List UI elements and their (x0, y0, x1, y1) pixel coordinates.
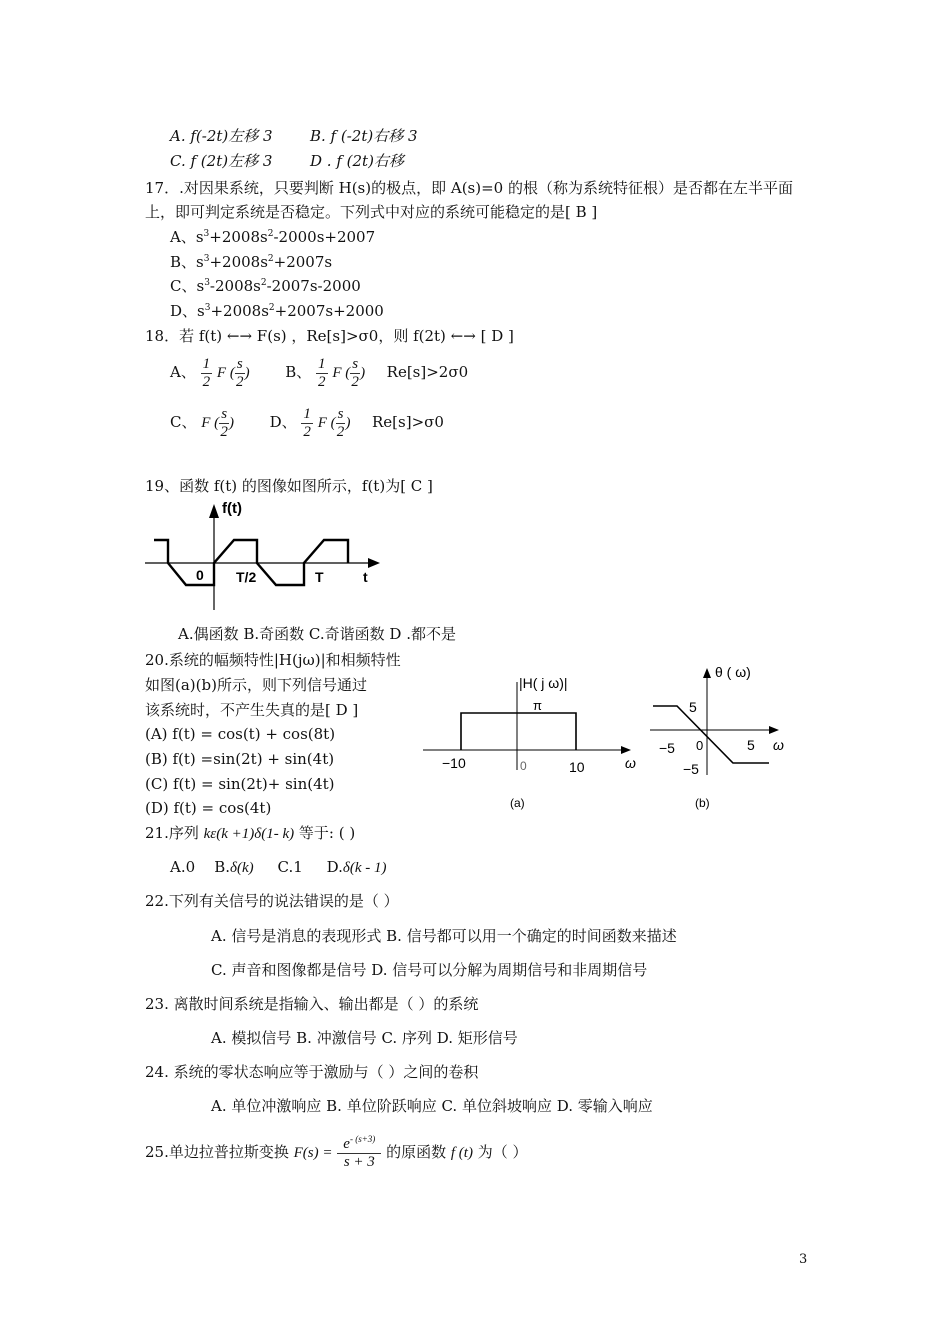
q19-label-half-t: T/2 (236, 569, 257, 585)
q19-label-t: T (315, 569, 324, 585)
q20b-y5: 5 (689, 699, 697, 715)
q18-stem: 18．若 f(t) ←→ F(s) ，Re[s]>σ0，则 f(2t) ←→ [ D ] (145, 327, 514, 345)
q20-stem-line2: 如图(a)(b)所示，则下列信号通过 (145, 676, 367, 694)
q20a-caption: (a) (510, 796, 525, 810)
q20b-ylabel: θ ( ω) (715, 664, 751, 680)
q19-y-arrow (209, 504, 219, 518)
q23-stem: 23. 离散时间系统是指输入、输出都是（ ）的系统 (145, 995, 479, 1013)
q18-row1: A、 $\frac{1}{2}$ F ( $\frac{s}{2}$ ) B、 $\frac{1}{2}$ F ( $\frac{s}{2}$ ) Re[s]>2σ0 (170, 355, 469, 390)
q23-options: A. 模拟信号 B. 冲激信号 C. 序列 D. 矩形信号 (211, 1029, 518, 1047)
q18-b-half: $\frac{1}{2}$ (318, 355, 326, 390)
q17-option-c: C、$s^3-2008s^2-2007s-2000$ (170, 277, 361, 295)
q22-options-row2: C. 声音和图像都是信号 D. 信号可以分解为周期信号和非周期信号 (211, 961, 648, 979)
q18-a-half: $\frac{1}{2}$ (202, 355, 211, 390)
q16-option-a: A. f(-2t)左移 3 (170, 127, 273, 145)
q19-waveform-figure (140, 498, 390, 618)
q19-t-arrow (368, 558, 380, 568)
q18-d-half: $\frac{1}{2}$ (303, 405, 311, 440)
q20a-xmin: −10 (442, 755, 466, 771)
q22-stem: 22.下列有关信号的说法错误的是（ ） (145, 892, 399, 910)
q20a-origin: 0 (520, 759, 527, 773)
q20b-xneg: −5 (659, 740, 675, 756)
q25-fraction: $\frac{e^{- (s+3)}}{s + 3}$ (337, 1136, 381, 1171)
q20a-magnitude-rect (461, 713, 576, 750)
q19-xlabel: t (363, 569, 368, 585)
q17-stem-line1: 17．.对因果系统，只要判断 H(s)的极点，即 A(s)=0 的根（称为系统特征根）是否都在左半平面 (145, 179, 793, 197)
q20b-caption: (b) (695, 796, 710, 810)
q20-figure-a (415, 660, 645, 820)
q22-options-row1: A. 信号是消息的表现形式 B. 信号都可以用一个确定的时间函数来描述 (211, 927, 677, 945)
q20a-xlabel: ω (625, 755, 636, 771)
q21-stem: 21.序列 kε(k +1)δ(1- k) 等于: ( ) (145, 824, 356, 842)
q16-option-c: C. f (2t)左移 3 (170, 152, 273, 170)
q20b-xlabel: ω (773, 737, 784, 753)
q20a-ylabel: |H( j ω)| (519, 675, 568, 691)
q19-options: A.偶函数 B.奇函数 C.奇谐函数 D .都不是 (178, 625, 456, 643)
q20-stem-line3: 该系统时，不产生失真的是[ D ] (145, 701, 359, 719)
q17-option-b: B、$s^3+2008s^2+2007s$ (170, 253, 333, 271)
q17-option-d: D、$s^3+2008s^2+2007s+2000$ (170, 302, 384, 320)
q24-options: A. 单位冲激响应 B. 单位阶跃响应 C. 单位斜坡响应 D. 零输入响应 (211, 1097, 653, 1115)
q20-option-a: (A) f(t) = cos(t) + cos(8t) (145, 725, 336, 743)
q18-row2: C、 F ( $\frac{s}{2}$ ) D、 $\frac{1}{2}$ F ( $\frac{s}{2}$ ) Re[s]>σ0 (170, 405, 444, 440)
q20a-level-pi: π (533, 698, 542, 713)
q20b-origin: 0 (696, 738, 704, 753)
q16-option-d: D . f (2t)右移 (310, 152, 404, 170)
q20b-yneg: −5 (683, 761, 699, 777)
q17-option-a: A、$s^3+2008s^2-2000s+2007$ (170, 228, 376, 246)
q19-ylabel: f(t) (222, 500, 242, 517)
q19-label-0: 0 (196, 567, 204, 583)
q17-stem-line2: 上，即可判定系统是否稳定。下列式中对应的系统可能稳定的是[ B ] (145, 203, 598, 221)
q20-figure-b (645, 660, 800, 820)
q20b-xpos: 5 (747, 737, 755, 753)
q20-option-d: (D) f(t) = cos(4t) (145, 799, 272, 817)
q21-options: A.0 B.δ(k) C.1 D.δ(k - 1) (170, 858, 387, 876)
q20a-xmax: 10 (569, 759, 585, 775)
q20-option-b: (B) f(t) =sin(2t) + sin(4t) (145, 750, 335, 768)
q20-option-c: (C) f(t) = sin(2t)+ sin(4t) (145, 775, 335, 793)
q24-stem: 24. 系统的零状态响应等于激励与（ ）之间的卷积 (145, 1063, 479, 1081)
q25-stem: 25.单边拉普拉斯变换 F(s) = $\frac{e^{- (s+3)}}{s + 3}$ 的原函数 f (t) 为（ ） (145, 1133, 528, 1170)
q19-stem: 19、函数 f(t) 的图像如图所示，f(t)为[ C ] (145, 477, 433, 495)
q21-expr: kε(k +1)δ(1- k) (203, 826, 295, 842)
page-number: 3 (799, 1252, 808, 1267)
q16-option-b: B. f (-2t)右移 3 (310, 127, 418, 145)
q20-stem-line1: 20.系统的幅频特性|H(jω)|和相频特性 (145, 651, 401, 669)
